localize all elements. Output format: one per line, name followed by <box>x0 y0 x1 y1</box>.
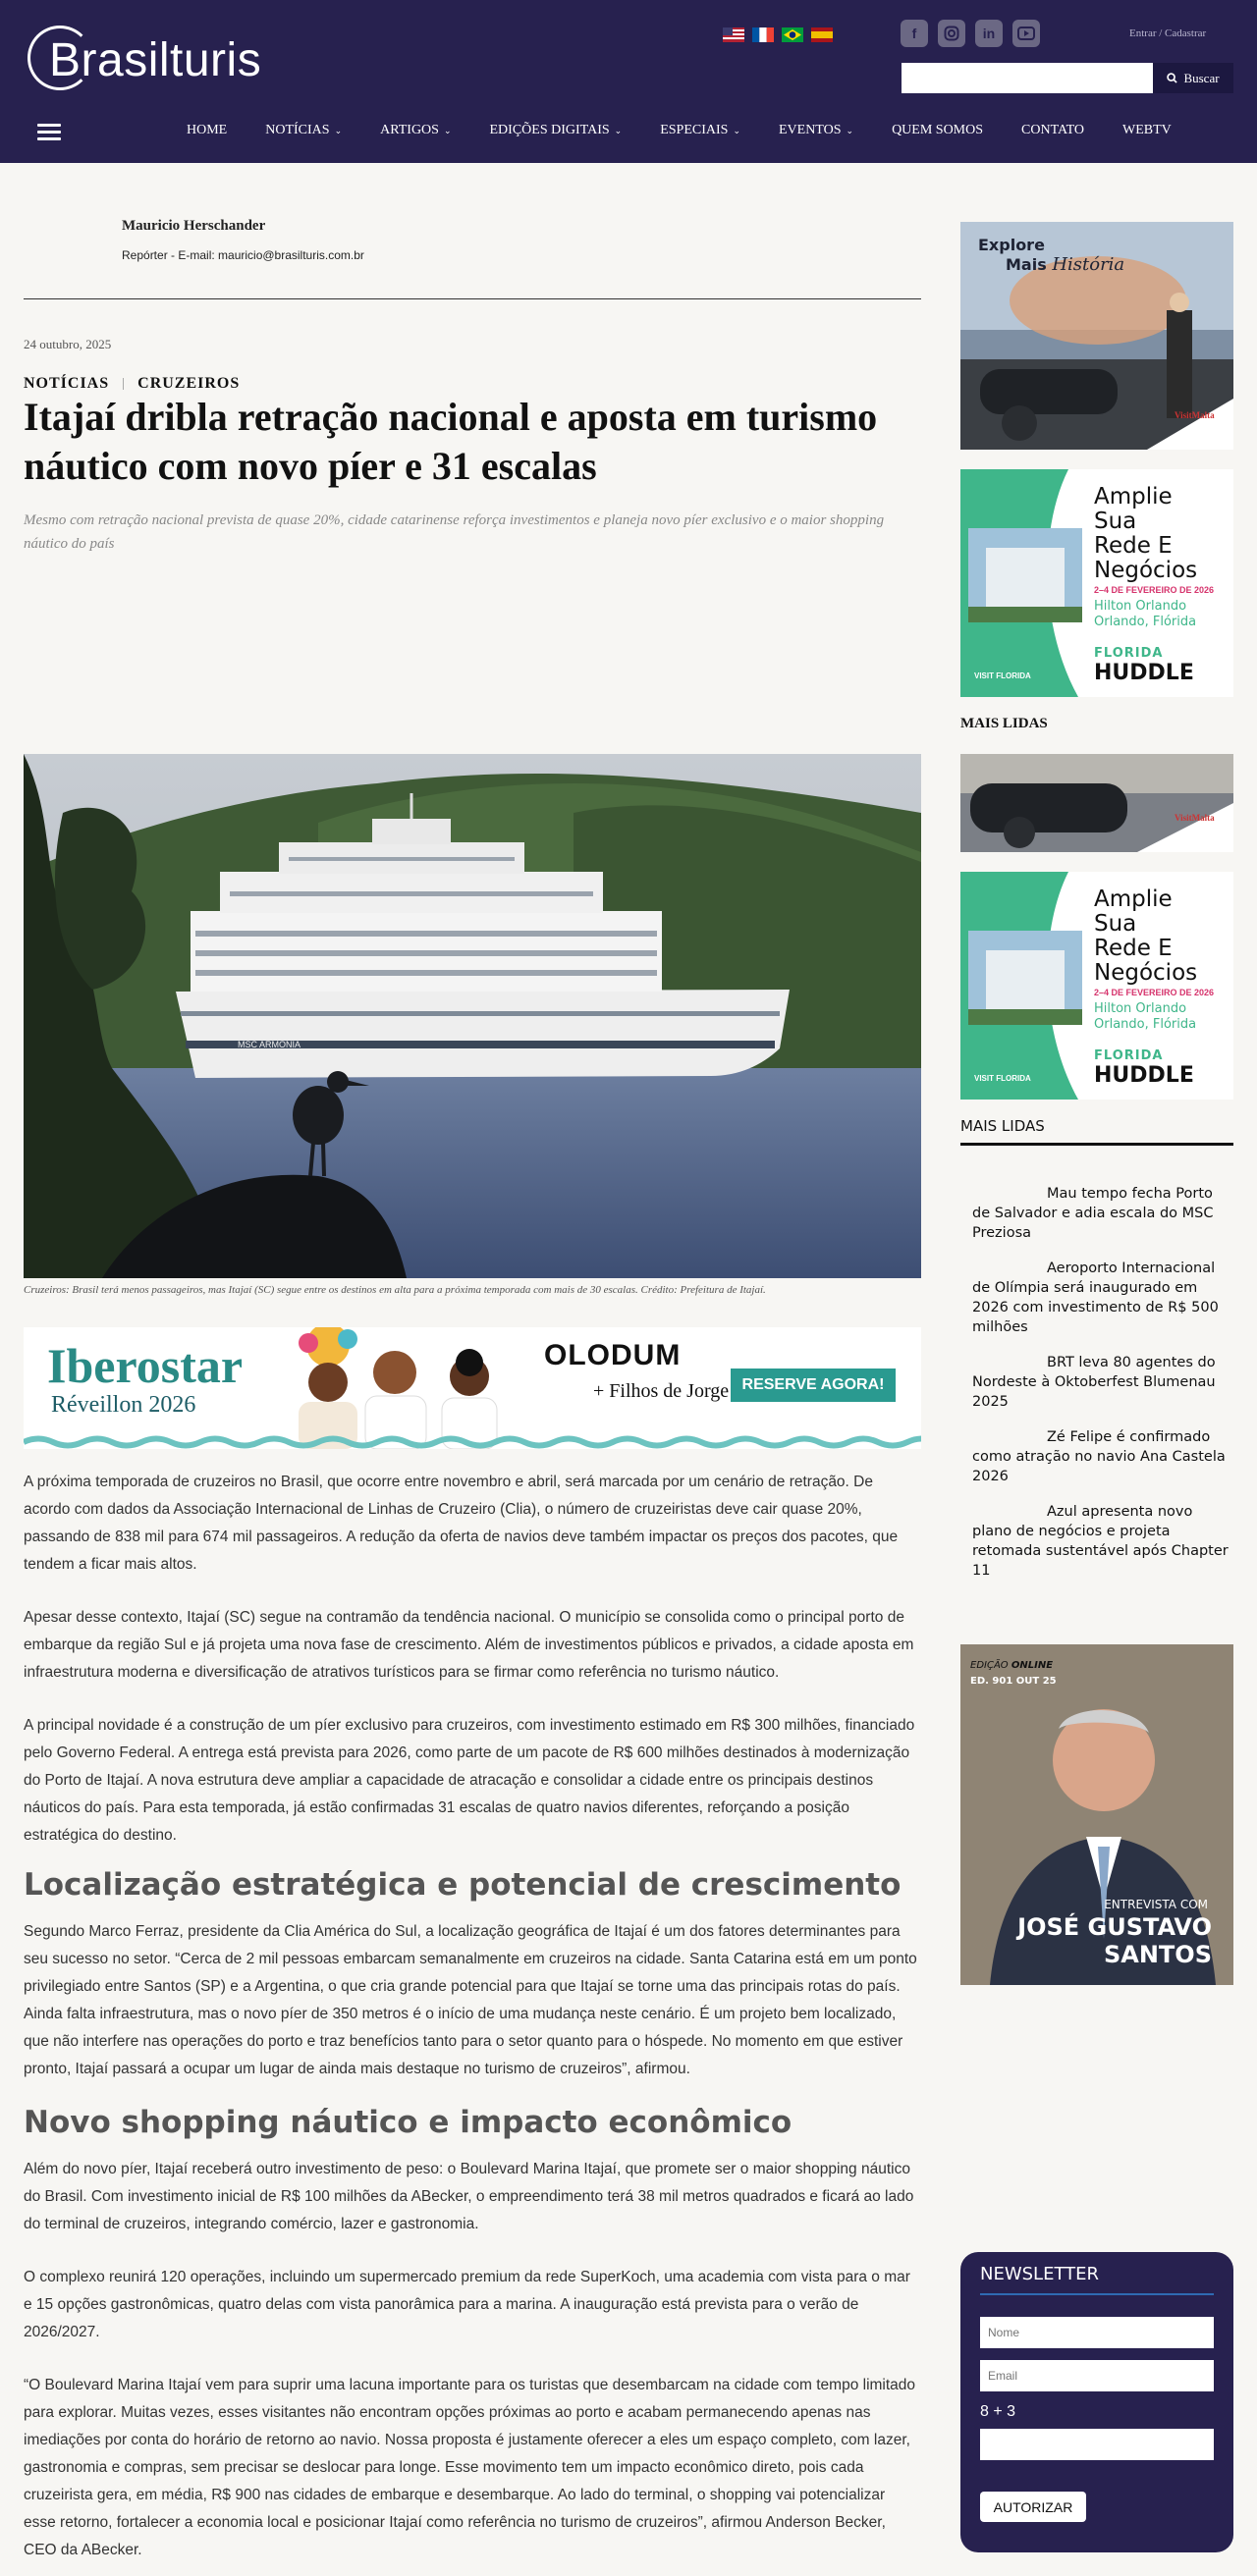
florida-brand: FLORIDA HUDDLE <box>1094 1048 1194 1088</box>
category-separator <box>123 378 124 390</box>
search-icon <box>1167 73 1177 83</box>
main-nav <box>187 123 1172 138</box>
brand-logo[interactable] <box>27 26 273 96</box>
nav-item-artigos[interactable]: ARTIGOS ⌄ <box>380 123 452 137</box>
mais-lidas-item[interactable]: Zé Felipe é confirmado como atração no navio Ana Castela 2026 <box>972 1429 1226 1484</box>
mais-lidas-rule <box>960 1143 1233 1146</box>
nav-item-webtv[interactable]: WEBTV <box>1122 123 1172 137</box>
newsletter-underline <box>980 2293 1214 2295</box>
mais-lidas-heading: MAIS LIDAS <box>960 716 1048 731</box>
section-heading: Localização estratégica e potencial de crescimento <box>24 1867 902 1903</box>
article-paragraph: Além do novo píer, Itajaí receberá outro investimento de peso: o Boulevard Marina Itajaí, que promete ser o maior shopping náutico do Brasil. Com investimento inicial de R$ 100 milhões da ABecker, o empreendimento terá 38 mil metros quadrados e ficará ao lado do terminal de cruzeiros, integrando comércio, lazer e gastronomia. <box>24 2161 914 2232</box>
article-paragraph: A principal novidade é a construção de um píer exclusivo para cruzeiros, com investimento estimado em R$ 300 milhões, financiado pelo Governo Federal. A entrega está prevista para 2026, como parte de um pacote de R$ 600 milhões destinados à modernização do Porto de Itajaí. A nova estrutura deve ampliar a capacidade de atracação e consolidar a cidade entre os principais destinos náuticos do país. Para esta temporada, já estão confirmadas 31 escalas de quatro navios diferentes, reforçando a posição estratégica do destino. <box>24 1717 915 1844</box>
article-paragraph: Segundo Marco Ferraz, presidente da Clia América do Sul, a localização geográfica de Itajaí é um dos fatores determinantes para seu sucesso no setor. “Cerca de 2 mil pessoas embarcam semanalmente em cruzeiros na cidade. Santa Catarina está em um ponto privilegiado entre Santos (SP) e a Argentina, o que cria grande potencial para que Itajaí se torne uma das principais rotas do país. Ainda falta infraestrutura, mas o novo píer de 350 metros é o início de uma mudança neste cenário. É um projeto bem localizado, que não interfere nas operações do porto e traz benefícios tanto para o setor quanto para o hóspede. No momento em que estiver pronto, Itajaí passará a ocupar um lugar de ainda mais destaque no turismo de cruzeiros”, afirmou. <box>24 1923 917 2077</box>
florida-dates: 2–4 DE FEVEREIRO DE 2026 <box>1094 988 1215 997</box>
ad-banner-iberostar[interactable] <box>24 1327 921 1449</box>
site-header <box>0 0 1257 163</box>
nav-item-home[interactable]: HOME <box>187 123 228 137</box>
florida-venue: Hilton Orlando Orlando, Flórida <box>1094 599 1197 629</box>
ad-wave-pattern <box>24 1435 921 1449</box>
edition-person: JOSÉ GUSTAVO SANTOS <box>1017 1913 1212 1968</box>
article-date: 24 outubro, 2025 <box>24 337 112 351</box>
ad-visit-malta[interactable] <box>960 222 1233 450</box>
instagram-icon[interactable] <box>938 20 965 47</box>
chevron-down-icon: ⌄ <box>334 125 343 135</box>
social-links <box>901 20 1040 47</box>
youtube-icon[interactable] <box>1012 20 1040 47</box>
article-categories <box>24 375 240 393</box>
visitmalta-logo: VisitMalta <box>1175 410 1215 420</box>
ad-subtitle: Réveillon 2026 <box>51 1392 196 1418</box>
menu-hamburger-icon[interactable] <box>37 124 61 141</box>
nav-item-noticias[interactable]: NOTÍCIAS ⌄ <box>265 123 343 137</box>
flag-br-icon[interactable] <box>782 27 803 42</box>
edition-label: EDIÇÃO ONLINE <box>970 1660 1054 1671</box>
article-paragraph: “O Boulevard Marina Itajaí vem para suprir uma lacuna importante para os turistas que desembarcam na cidade com tempo limitado para explorar. Muitas vezes, esses visitantes não encontram opções próximas ao porto e acabam permanecendo apenas nas imediações por conta do horário de retorno ao navio. Nossa proposta é justamente oferecer a eles um espaço completo, com lazer, gastronomia e compras, sem precisar se deslocar para longe. Esse movimento tem um impacto econômico direto, pois cada cruzeirista gera, em média, R$ 900 nas cidades de embarque e desembarque. Ao lado do terminal, o shopping vai potencializar esse retorno, fortalecer a economia local e posicionar Itajaí como referência no turismo de cruzeiros”, afirmou Anderson Becker, CEO da ABecker. <box>24 2377 916 2558</box>
brand-name: Brasilturis <box>49 34 262 86</box>
newsletter-box <box>960 2252 1233 2552</box>
ad-visit-malta-small[interactable] <box>960 754 1233 852</box>
category-link[interactable]: NOTÍCIAS <box>24 375 110 392</box>
section-heading: Novo shopping náutico e impacto econômico <box>24 2105 792 2140</box>
edition-number: ED. 901 OUT 25 <box>970 1676 1057 1687</box>
captcha-question: 8 + 3 <box>980 2403 1016 2420</box>
captcha-answer-field[interactable] <box>980 2429 1214 2460</box>
ad-partner2: + Filhos de Jorge <box>593 1380 730 1402</box>
florida-venue: Hilton Orlando Orlando, Flórida <box>1094 1001 1197 1032</box>
mais-lidas-heading: MAIS LIDAS <box>960 1117 1045 1135</box>
linkedin-icon[interactable]: in <box>975 20 1003 47</box>
ad-partner: OLODUM <box>544 1339 682 1371</box>
author-block <box>122 218 364 262</box>
article-paragraph: A próxima temporada de cruzeiros no Brasil, que ocorre entre novembro e abril, será marcada por um cenário de retração. De acordo com dados da Associação Internacional de Linhas de Cruzeiro (Clia), o número de cruzeiristas deve cair quase 20%, passando de 838 mil para 674 mil passageiros. A redução da oferta de navios deve também impactar os preços dos pacotes, que tendem a ficar mais altos. <box>24 1474 899 1573</box>
florida-dates: 2–4 DE FEVEREIRO DE 2026 <box>1094 585 1215 595</box>
nav-item-especiais[interactable]: ESPECIAIS ⌄ <box>660 123 740 137</box>
nav-item-quem-somos[interactable]: QUEM SOMOS <box>892 123 984 137</box>
search-input[interactable] <box>902 63 1153 93</box>
florida-headline: Amplie Sua Rede E Negócios <box>1094 886 1198 986</box>
image-caption: Cruzeiros: Brasil terá menos passageiros, mas Itajaí (SC) segue entre os destinos em alta para a próxima temporada com mais de 30 escalas. Crédito: Prefeitura de Itajaí. <box>24 1284 766 1296</box>
mais-lidas-item[interactable]: BRT leva 80 agentes do Nordeste à Oktoberfest Blumenau 2025 <box>972 1355 1216 1410</box>
newsletter-email-field[interactable] <box>980 2360 1214 2391</box>
visit-florida-logo: VISIT FLORIDA <box>974 1074 1031 1083</box>
ad-malta-text: Explore Mais História <box>978 236 1125 275</box>
edition-cover[interactable] <box>960 1644 1233 1985</box>
mais-lidas-item[interactable]: Aeroporto Internacional de Olímpia será inaugurado em 2026 com investimento de R$ 500 milhões <box>972 1261 1219 1335</box>
flag-es-icon[interactable] <box>811 27 833 42</box>
flag-fr-icon[interactable] <box>752 27 774 42</box>
language-switcher <box>723 27 833 42</box>
ad-people-illustration <box>269 1327 524 1449</box>
visitmalta-logo: VisitMalta <box>1175 813 1215 823</box>
florida-brand: FLORIDA HUDDLE <box>1094 646 1194 685</box>
facebook-icon[interactable]: f <box>901 20 928 47</box>
visit-florida-logo: VISIT FLORIDA <box>974 671 1031 680</box>
article-subtitle: Mesmo com retração nacional prevista de quase 20%, cidade catarinense reforça investimentos e planeja novo píer exclusivo e o maior shopping náutico do país <box>24 512 885 552</box>
mais-lidas-item[interactable]: Mau tempo fecha Porto de Salvador e adia escala do MSC Preziosa <box>972 1186 1214 1241</box>
chevron-down-icon: ⌄ <box>443 125 452 135</box>
article-paragraph: O complexo reunirá 120 operações, incluindo um supermercado premium da rede SuperKoch, uma academia com vista para o mar e 15 opções gastronômicas, quatro delas com vista panorâmica para a marina. A inauguração está prevista para o verão de 2026/2027. <box>24 2269 910 2340</box>
chevron-down-icon: ⌄ <box>733 125 740 135</box>
divider <box>24 298 921 299</box>
nav-item-edicoes-digitais[interactable]: EDIÇÕES DIGITAIS ⌄ <box>489 123 623 137</box>
newsletter-name-field[interactable] <box>980 2317 1214 2348</box>
authorize-button[interactable]: AUTORIZAR <box>980 2492 1086 2522</box>
search-button-label: Buscar <box>1183 70 1220 85</box>
edition-interview-label: ENTREVISTA COM <box>1104 1898 1208 1911</box>
nav-item-eventos[interactable]: EVENTOS ⌄ <box>778 123 854 137</box>
author-name[interactable]: Mauricio Herschander <box>122 218 266 234</box>
login-link[interactable]: Entrar / Cadastrar <box>1129 27 1207 39</box>
ship-name: MSC ARMONIA <box>238 1040 301 1049</box>
author-role: Repórter - E-mail: mauricio@brasilturis.com.br <box>122 248 364 262</box>
mais-lidas-item[interactable]: Azul apresenta novo plano de negócios e projeta retomada sustentável após Chapter 11 <box>972 1504 1229 1579</box>
florida-headline: Amplie Sua Rede E Negócios <box>1094 484 1198 583</box>
ad-florida-huddle[interactable] <box>960 469 1233 697</box>
flag-us-icon[interactable] <box>723 27 744 42</box>
search-button[interactable] <box>1153 63 1233 93</box>
chevron-down-icon: ⌄ <box>614 125 623 135</box>
ad-brand: Iberostar <box>47 1338 244 1393</box>
newsletter-title: NEWSLETTER <box>980 2264 1100 2284</box>
reserve-now-button[interactable]: RESERVE AGORA! <box>731 1368 896 1402</box>
category-link[interactable]: CRUZEIROS <box>137 375 241 392</box>
hero-image <box>24 754 921 1278</box>
nav-item-contato[interactable]: CONTATO <box>1021 123 1084 137</box>
ad-florida-huddle-2[interactable] <box>960 872 1233 1100</box>
article-paragraph: Apesar desse contexto, Itajaí (SC) segue na contramão da tendência nacional. O município se consolida como o principal porto de embarque da região Sul e já projeta uma nova fase de crescimento. Além de investimentos públicos e privados, a cidade aposta em infraestrutura moderna e diversificação de atrativos turísticos para se firmar como referência no turismo náutico. <box>24 1609 914 1681</box>
article-title: Itajaí dribla retração nacional e aposta em turismo náutico com novo píer e 31 escalas <box>24 395 878 488</box>
chevron-down-icon: ⌄ <box>846 125 854 135</box>
